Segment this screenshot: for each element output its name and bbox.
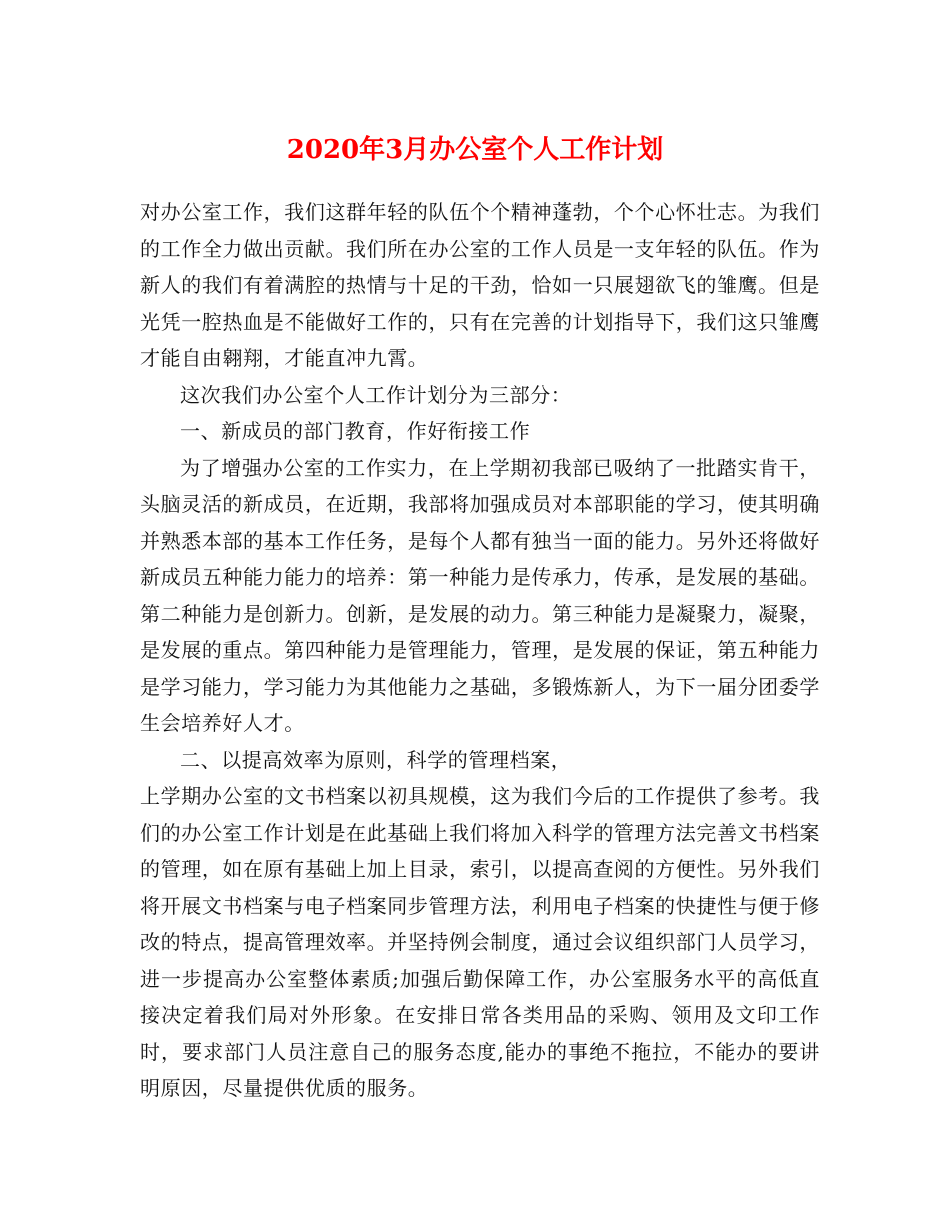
paragraph-section-2: 上学期办公室的文书档案以初具规模，这为我们今后的工作提供了参考。我们的办公室工作计划是在此基础上我们将加入科学的管理方法完善文书档案的管理，如在原有基础上加上目录，索引，以提高查阅的方便性。另外我们将开展文书档案与电子档案同步管理方法，利用电子档案的快捷性与便于修改的特点，提高管理效率。并坚持例会制度，通过会议组织部门人员学习，进一步提高办公室整体素质;加强后勤保障工作，办公室服务水平的高低直接决定着我们局对外形象。在安排日常各类用品的采购、领用及文印工作时，要求部门人员注意自己的服务态度,能办的事绝不拖拉，不能办的要讲明原因，尽量提供优质的服务。 [140,784,820,1100]
section-heading-2: 二、以提高效率为原则，科学的管理档案， [180,747,572,772]
paragraph-section-1: 为了增强办公室的工作实力，在上学期初我部已吸纳了一批踏实肯干，头脑灵活的新成员，在近期，我部将加强成员对本部职能的学习，使其明确并熟悉本部的基本工作任务，是每个人都有独当一面的能力。另外还将做好新成员五种能力能力的培养：第一种能力是传承力，传承，是发展的基础。第二种能力是创新力。创新，是发展的动力。第三种能力是凝聚力，凝聚，是发展的重点。第四种能力是管理能力，管理，是发展的保证，第五种能力是学习能力，学习能力为其他能力之基础，多锻炼新人，为下一届分团委学生会培养好人才。 [140,455,820,735]
section-heading-1: 一、新成员的部门教育，作好衔接工作 [180,419,531,443]
document-body [140,194,820,1107]
document-title: 2020年3月办公室个人工作计划 [286,135,664,165]
paragraph-overview: 这次我们办公室个人工作计划分为三部分： [180,382,572,407]
paragraph-intro: 对办公室工作，我们这群年轻的队伍个个精神蓬勃，个个心怀壮志。为我们的工作全力做出贡献。我们所在办公室的工作人员是一支年轻的队伍。作为新人的我们有着满腔的热情与十足的干劲，恰如一只展翅欲飞的雏鹰。但是光凭一腔热血是不能做好工作的，只有在完善的计划指导下，我们这只雏鹰才能自由翱翔，才能直冲九霄。 [140,200,820,370]
